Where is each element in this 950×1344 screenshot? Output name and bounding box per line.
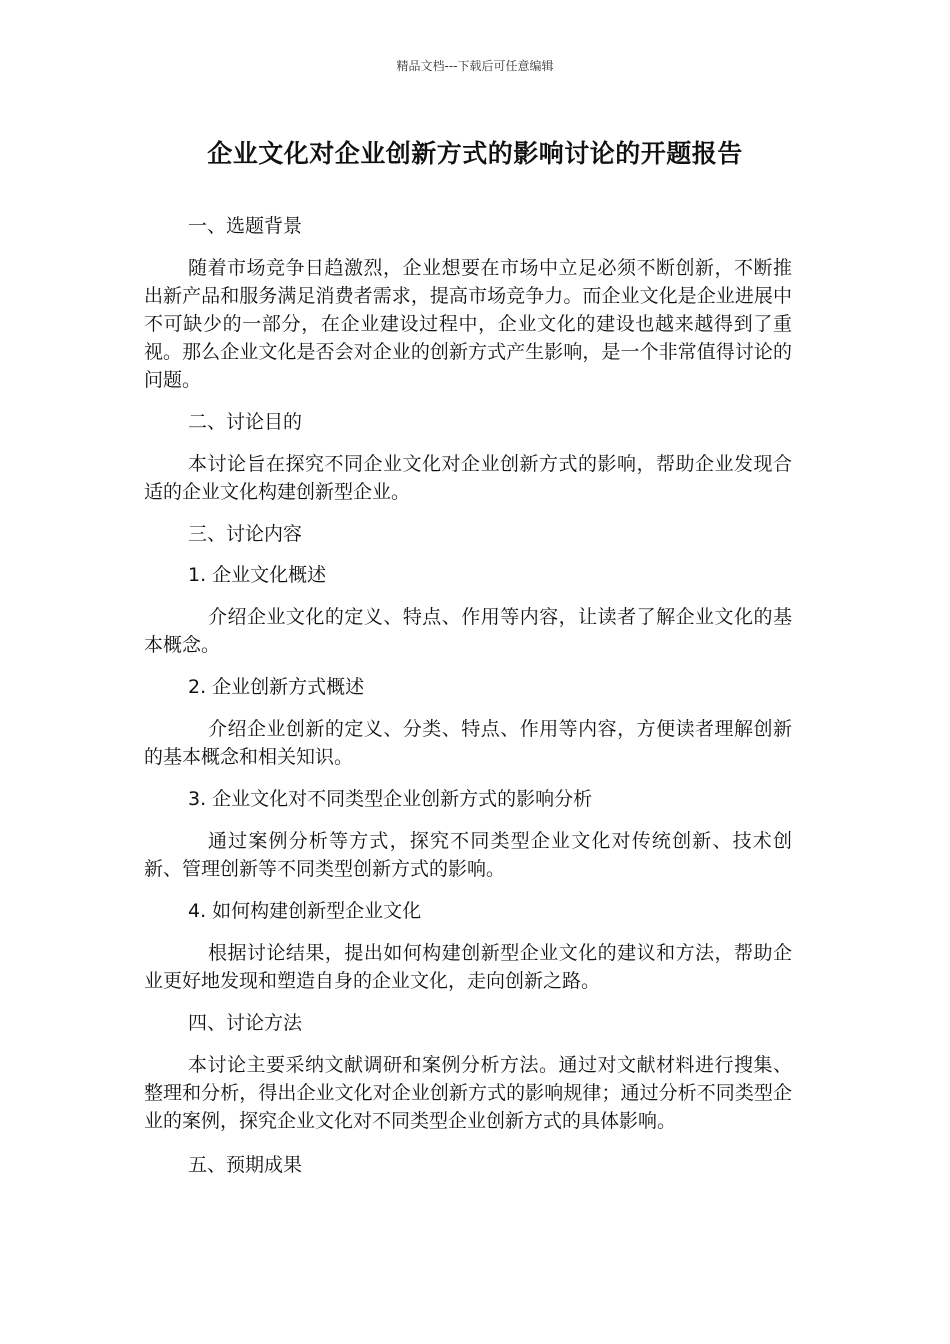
document-body	[144, 212, 792, 1179]
paragraph-innovation-overview: 介绍企业创新的定义、分类、特点、作用等内容，方便读者理解创新的基本概念和相关知识。	[144, 718, 792, 768]
section-heading-background: 一、选题背景	[188, 215, 303, 237]
paragraph-background: 随着市场竞争日趋激烈，企业想要在市场中立足必须不断创新，不断推出新产品和服务满足消费者需求，提高市场竞争力。而企业文化是企业进展中不可缺少的一部分，在企业建设过程中，企业文化的建设也越来越得到了重视。那么企业文化是否会对企业的创新方式产生影响，是一个非常值得讨论的问题。	[144, 257, 792, 391]
paragraph-culture-overview: 介绍企业文化的定义、特点、作用等内容，让读者了解企业文化的基本概念。	[144, 606, 792, 656]
paragraph-method: 本讨论主要采纳文献调研和案例分析方法。通过对文献材料进行搜集、整理和分析，得出企业文化对企业创新方式的影响规律；通过分析不同类型企业的案例，探究企业文化对不同类型企业创新方式的具体影响。	[144, 1054, 792, 1132]
subsection-heading-impact-analysis: 3. 企业文化对不同类型企业创新方式的影响分析	[188, 788, 593, 810]
section-heading-method: 四、讨论方法	[188, 1012, 303, 1034]
section-heading-content: 三、讨论内容	[188, 523, 303, 545]
section-heading-purpose: 二、讨论目的	[188, 411, 303, 433]
subsection-heading-build-culture: 4. 如何构建创新型企业文化	[188, 900, 422, 922]
section-heading-expected-results: 五、预期成果	[188, 1154, 303, 1176]
page-header: 精品文档---下载后可任意编辑	[396, 59, 554, 73]
paragraph-purpose: 本讨论旨在探究不同企业文化对企业创新方式的影响，帮助企业发现合适的企业文化构建创新型企业。	[144, 453, 792, 503]
paragraph-impact-analysis: 通过案例分析等方式，探究不同类型企业文化对传统创新、技术创新、管理创新等不同类型创新方式的影响。	[144, 830, 792, 880]
paragraph-build-culture: 根据讨论结果，提出如何构建创新型企业文化的建议和方法，帮助企业更好地发现和塑造自身的企业文化，走向创新之路。	[144, 942, 792, 992]
subsection-heading-culture-overview: 1. 企业文化概述	[188, 564, 327, 586]
subsection-heading-innovation-overview: 2. 企业创新方式概述	[188, 676, 365, 698]
document-title: 企业文化对企业创新方式的影响讨论的开题报告	[207, 139, 743, 168]
